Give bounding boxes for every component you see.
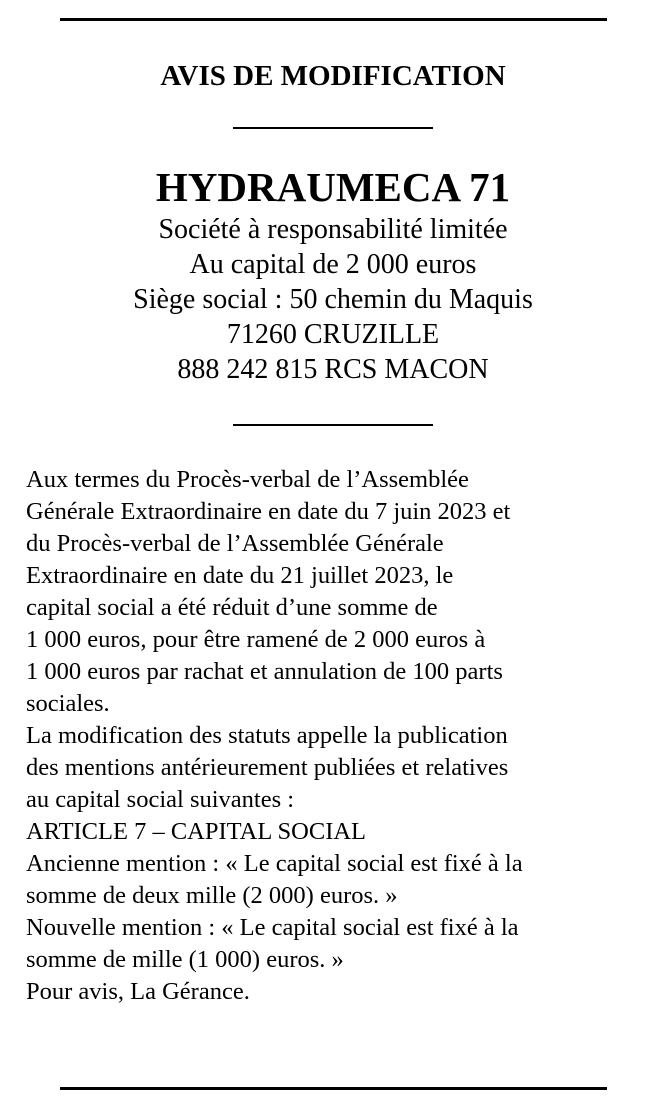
body-line: du Procès-verbal de l’Assemblée Générale bbox=[26, 530, 444, 557]
body-line: La modification des statuts appelle la publication bbox=[26, 722, 508, 749]
body-line: somme de deux mille (2 000) euros. » bbox=[26, 882, 398, 909]
body-line: Extraordinaire en date du 21 juillet 2023, le bbox=[26, 562, 454, 589]
body-line: somme de mille (1 000) euros. » bbox=[26, 946, 344, 973]
bottom-rule bbox=[60, 1087, 607, 1090]
signature-line: Pour avis, La Gérance. bbox=[26, 978, 250, 1005]
body-line: sociales. bbox=[26, 690, 110, 717]
body-line: Aux termes du Procès-verbal de l’Assemblée bbox=[26, 466, 469, 493]
body-line: 1 000 euros, pour être ramené de 2 000 euros à bbox=[26, 626, 486, 653]
body-line: capital social a été réduit d’une somme de bbox=[26, 594, 438, 621]
company-capital: Au capital de 2 000 euros bbox=[189, 249, 477, 280]
body-line: Nouvelle mention : « Le capital social est fixé à la bbox=[26, 914, 519, 941]
top-rule bbox=[60, 18, 607, 21]
notice-body bbox=[26, 464, 646, 1008]
body-line: au capital social suivantes : bbox=[26, 786, 295, 813]
company-registration: 888 242 815 RCS MACON bbox=[177, 354, 489, 385]
heading-divider bbox=[233, 127, 433, 129]
company-name: HYDRAUMECA 71 bbox=[155, 164, 511, 210]
company-details bbox=[0, 212, 650, 387]
body-line: 1 000 euros par rachat et annulation de 100 parts bbox=[26, 658, 503, 685]
company-legal-form: Société à responsabilité limitée bbox=[158, 214, 508, 245]
notice-heading: AVIS DE MODIFICATION bbox=[160, 60, 506, 92]
body-line: Ancienne mention : « Le capital social est fixé à la bbox=[26, 850, 523, 877]
company-postcode-city: 71260 CRUZILLE bbox=[226, 319, 440, 350]
article-heading: ARTICLE 7 – CAPITAL SOCIAL bbox=[26, 818, 367, 845]
body-line: Générale Extraordinaire en date du 7 juin 2023 et bbox=[26, 498, 511, 525]
body-line: des mentions antérieurement publiées et relatives bbox=[26, 754, 509, 781]
company-address: Siège social : 50 chemin du Maquis bbox=[133, 284, 533, 315]
details-divider bbox=[233, 424, 433, 426]
